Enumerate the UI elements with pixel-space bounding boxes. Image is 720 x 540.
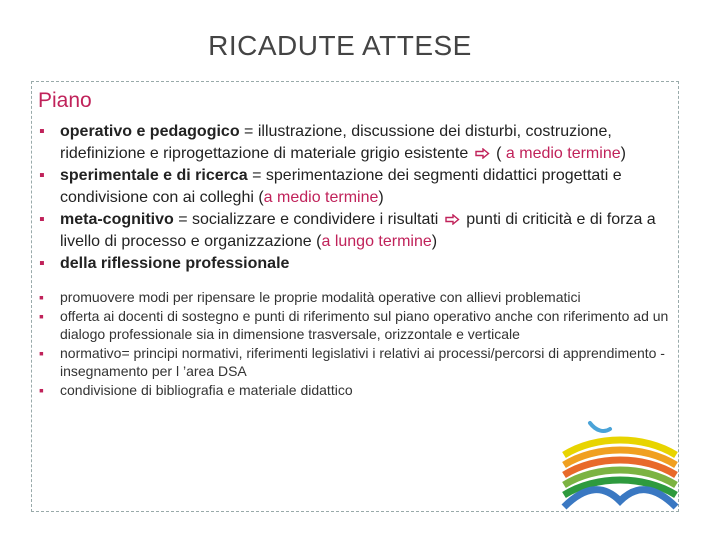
item-term: meta-cognitivo [60, 211, 174, 228]
primary-list [38, 121, 678, 275]
item-term: della riflessione professionale [60, 255, 290, 272]
item-text: = socializzare e condividere i risultati [173, 211, 443, 228]
item-text: ) [620, 145, 626, 162]
right-arrow-icon [445, 214, 460, 225]
list-item: ▪ promuovere modi per ripensare le proprie modalità operative con allievi problematici [38, 288, 678, 307]
item-text: = sperimentazione dei segmenti didattici progettati e condivisione con ai colleghi ( [60, 167, 622, 206]
item-text: = illustrazione, discussione dei disturbi, costruzione, ridefinizione e riprogettazione di materiale grigio esistente [60, 123, 612, 162]
list-item: ▪ offerta ai docenti di sostegno e punti di riferimento sul piano operativo anche con riferimento ad un dialogo professionale sia in dimensione trasversale, orizzontale e verticale [38, 307, 678, 344]
item-term: operativo e pedagogico [60, 123, 240, 140]
list-item [38, 253, 678, 275]
item-text: punti di criticità e di forza a livello di processo e organizzazione ( [60, 211, 656, 250]
list-item [38, 121, 678, 165]
secondary-list [38, 288, 678, 399]
item-text: ( [491, 145, 506, 162]
list-item [38, 165, 678, 209]
term-label: a medio termine [505, 145, 621, 162]
section-heading: Piano [38, 89, 92, 112]
term-label: a medio termine [263, 189, 379, 206]
item-text: ) [378, 189, 384, 206]
list-item [38, 209, 678, 253]
item-term: sperimentale e di ricerca [60, 167, 248, 184]
logo-waves-icon [556, 415, 684, 511]
list-item: ▪ condivisione di bibliografia e materiale didattico [38, 381, 678, 400]
slide-title: RICADUTE ATTESE [208, 30, 472, 61]
right-arrow-icon [475, 148, 490, 159]
item-text: ) [431, 233, 438, 250]
term-label: a lungo termine [321, 233, 432, 250]
list-item: ▪ normativo= principi normativi, riferimenti legislativi i relativi ai processi/percorsi di apprendimento - insegnamento per l ’area DSA [38, 344, 678, 381]
